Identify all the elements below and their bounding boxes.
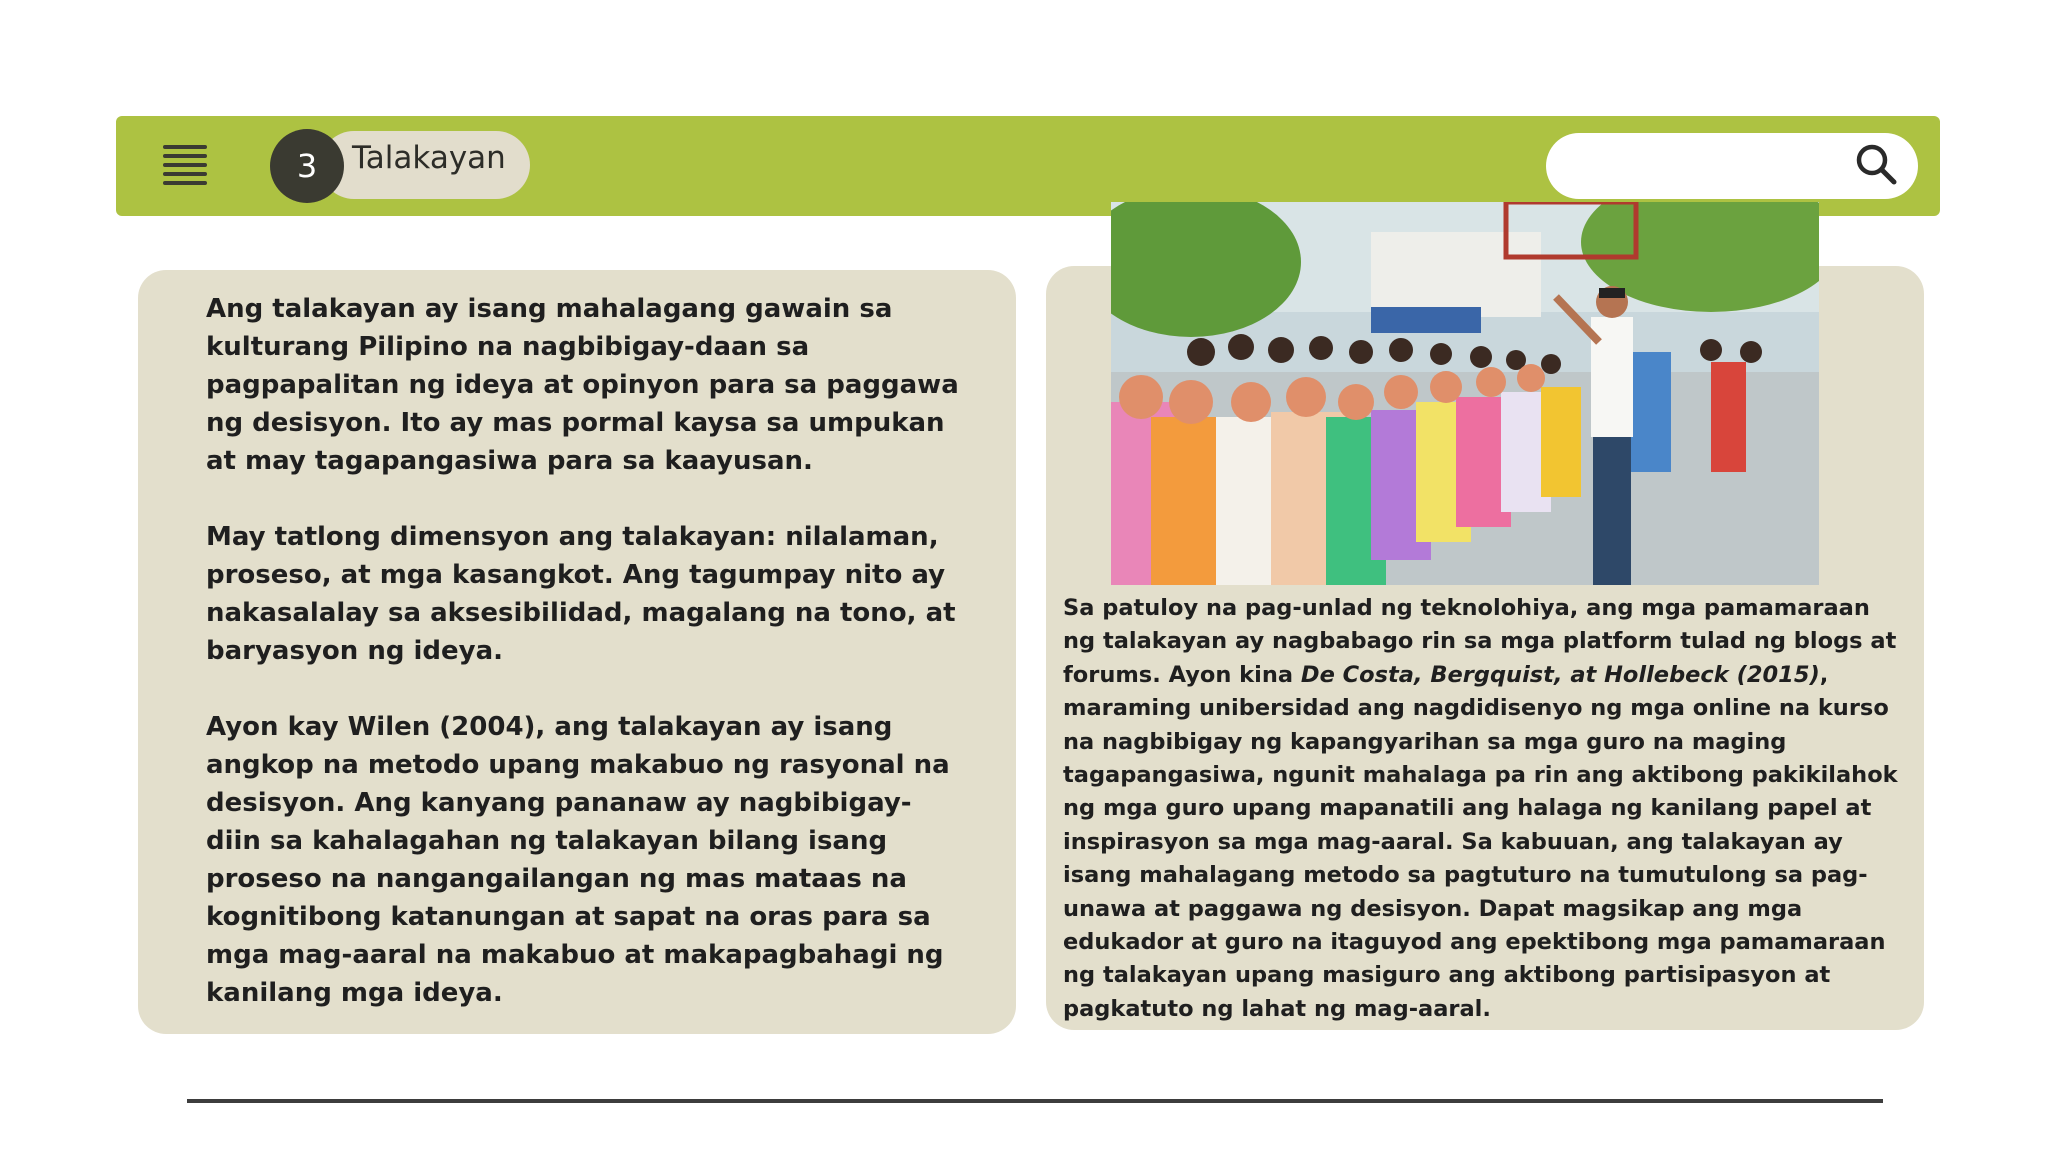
search-icon[interactable]: [1854, 142, 1898, 186]
footer-divider: [187, 1099, 1883, 1103]
crowd-discussion-photo: [1111, 202, 1819, 585]
section-number-badge: 3: [270, 129, 344, 203]
paragraph: May tatlong dimensyon ang talakayan: nilalaman, proseso, at mga kasangkot. Ang tagumpay nito ay nakasalalay sa aksesibilidad, magalang na tono, at baryasyon ng ideya.: [206, 522, 956, 666]
paragraph: Ang talakayan ay isang mahalagang gawain sa kulturang Pilipino na nagbibigay-daan sa pagpapalitan ng ideya at opinyon para sa paggawa ng desisyon. Ito ay mas pormal kaysa sa umpukan at may tagapangasiwa para sa kaayusan.: [206, 294, 959, 476]
left-card-text: [206, 290, 966, 1050]
paragraph: Ayon kay Wilen (2004), ang talakayan ay isang angkop na metodo upang makabuo ng rasyonal na desisyon. Ang kanyang pananaw ay nagbibigay-diin sa kahalagahan ng talakayan bilang isang proseso na nangangailangan ng mas mataas na kognitibong katanungan at sapat na oras para sa mga mag-aaral na makabuo at makapagbahagi ng kanilang mga ideya.: [206, 712, 950, 1008]
hamburger-menu-icon[interactable]: [163, 145, 207, 185]
section-title: Talakayan: [352, 140, 506, 176]
right-text-part: , maraming unibersidad ang nagdidisenyo ng mga online na kurso na nagbibigay ng kapangyarihan sa mga guro na maging tagapangasiwa, ngunit mahalaga pa rin ang aktibong pakikilahok ng mga guro upang mapanatili ang halaga ng kanilang papel at inspirasyon sa mga mag-aaral. Sa kabuuan, ang talakayan ay isang mahalagang metodo sa pagtuturo na tumutulong sa pag-unawa at paggawa ng desisyon. Dapat magsikap ang mga edukador at guro na itaguyod ang epektibong mga pamamaraan ng talakayan upang masiguro ang aktibong partisipasyon at pagkatuto ng lahat ng mag-aaral.: [1063, 661, 1898, 1022]
citation: De Costa, Bergquist, at Hollebeck (2015): [1300, 661, 1820, 688]
right-text-part: Sa patuloy na pag-unlad ng teknolohiya, ang mga pamamaraan ng talakayan ay nagbabago rin sa mga platform tulad ng blogs at forums. Ayon kina: [1063, 595, 1897, 688]
right-card-text: [1063, 592, 1903, 1026]
